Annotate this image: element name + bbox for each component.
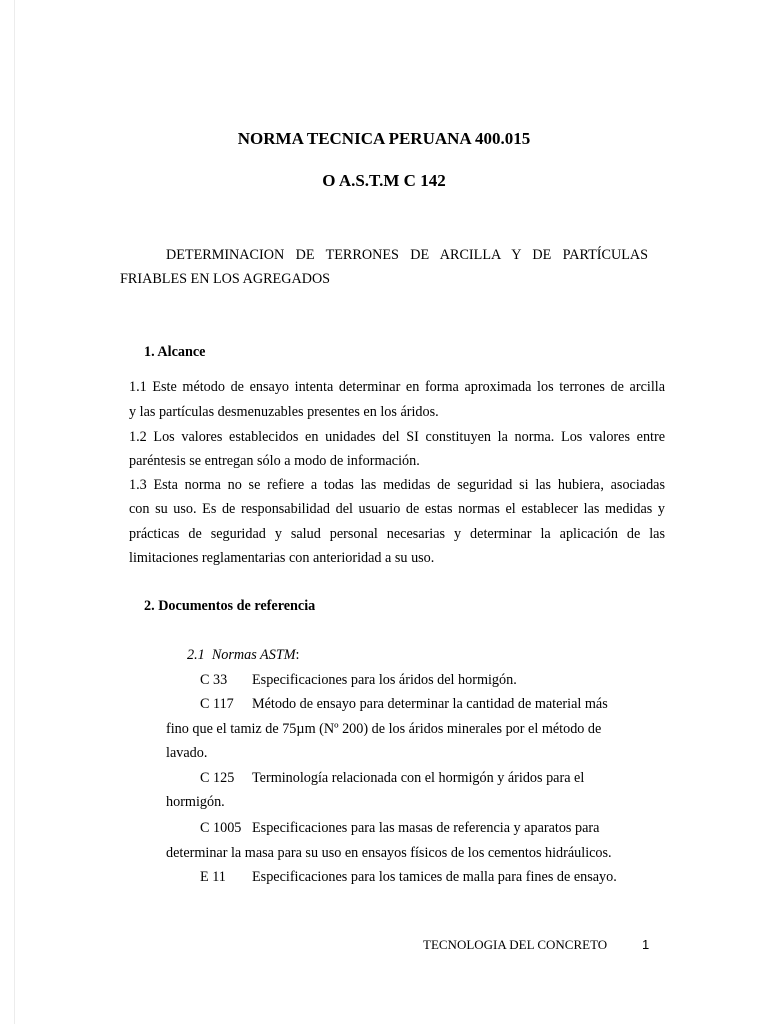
reference-text-continuation: determinar la masa para su uso en ensayos físicos de los cementos hidráulicos.	[166, 845, 612, 861]
reference-code: C 125	[200, 770, 235, 786]
reference-code: C 1005	[200, 820, 242, 836]
reference-row	[200, 769, 584, 787]
page-number: 1	[642, 937, 650, 952]
reference-row	[200, 671, 517, 689]
reference-text-continuation: fino que el tamiz de 75µm (Nº 200) de los áridos minerales por el método de	[166, 721, 602, 737]
reference-text: Especificaciones para los áridos del hormigón.	[252, 672, 517, 688]
reference-code: C 33	[200, 672, 228, 688]
sub-heading-text: Normas ASTM	[211, 647, 296, 663]
section-1-line: prácticas de seguridad y salud personal necesarias y determinar la aplicación de las	[129, 526, 665, 542]
section-1-line: 1.3 Esta norma no se refiere a todas las medidas de seguridad si las hubiera, asociadas	[129, 477, 665, 493]
reference-text: Especificaciones para los tamices de malla para fines de ensayo.	[252, 869, 617, 885]
reference-row	[200, 819, 599, 837]
document-title: NORMA TECNICA PERUANA 400.015	[237, 129, 531, 148]
section-1-line: paréntesis se entregan sólo a modo de información.	[129, 453, 420, 469]
section-1-line: con su uso. Es de responsabilidad del usuario de estas normas el establecer las medidas y	[129, 501, 665, 517]
reference-code: C 117	[200, 696, 234, 712]
section-1-line: y las partículas desmenuzables presentes en los áridos.	[129, 404, 439, 420]
section-1-line: 1.2 Los valores establecidos en unidades del SI constituyen la norma. Los valores entre	[129, 429, 665, 445]
reference-text: Especificaciones para las masas de referencia y aparatos para	[252, 820, 600, 836]
sub-heading-number: 2.1	[187, 647, 205, 663]
reference-row	[200, 868, 617, 886]
sub-heading-colon: :	[295, 647, 300, 663]
section-1-heading: 1. Alcance	[144, 344, 206, 360]
document-subtitle: O A.S.T.M C 142	[322, 171, 446, 190]
section-2-heading: 2. Documentos de referencia	[144, 598, 316, 614]
reference-text: Terminología relacionada con el hormigón y áridos para el	[252, 770, 585, 786]
reference-text: Método de ensayo para determinar la cantidad de material más	[252, 696, 608, 712]
doc-title-line-1: DETERMINACION DE TERRONES DE ARCILLA Y DE PARTÍCULAS	[166, 247, 648, 263]
reference-code: E 11	[200, 869, 226, 885]
sub-heading-normas-astm	[187, 646, 299, 664]
reference-row	[200, 695, 608, 713]
footer-text: TECNOLOGIA DEL CONCRETO	[423, 937, 608, 952]
doc-title-line-2: FRIABLES EN LOS AGREGADOS	[120, 271, 331, 287]
section-1-line: 1.1 Este método de ensayo intenta determinar en forma aproximada los terrones de arcilla	[129, 379, 665, 395]
reference-text-continuation: lavado.	[166, 745, 208, 761]
section-1-line: limitaciones reglamentarias con anterioridad a su uso.	[129, 550, 435, 566]
page-edge	[14, 0, 15, 1024]
reference-text-continuation: hormigón.	[166, 794, 225, 810]
